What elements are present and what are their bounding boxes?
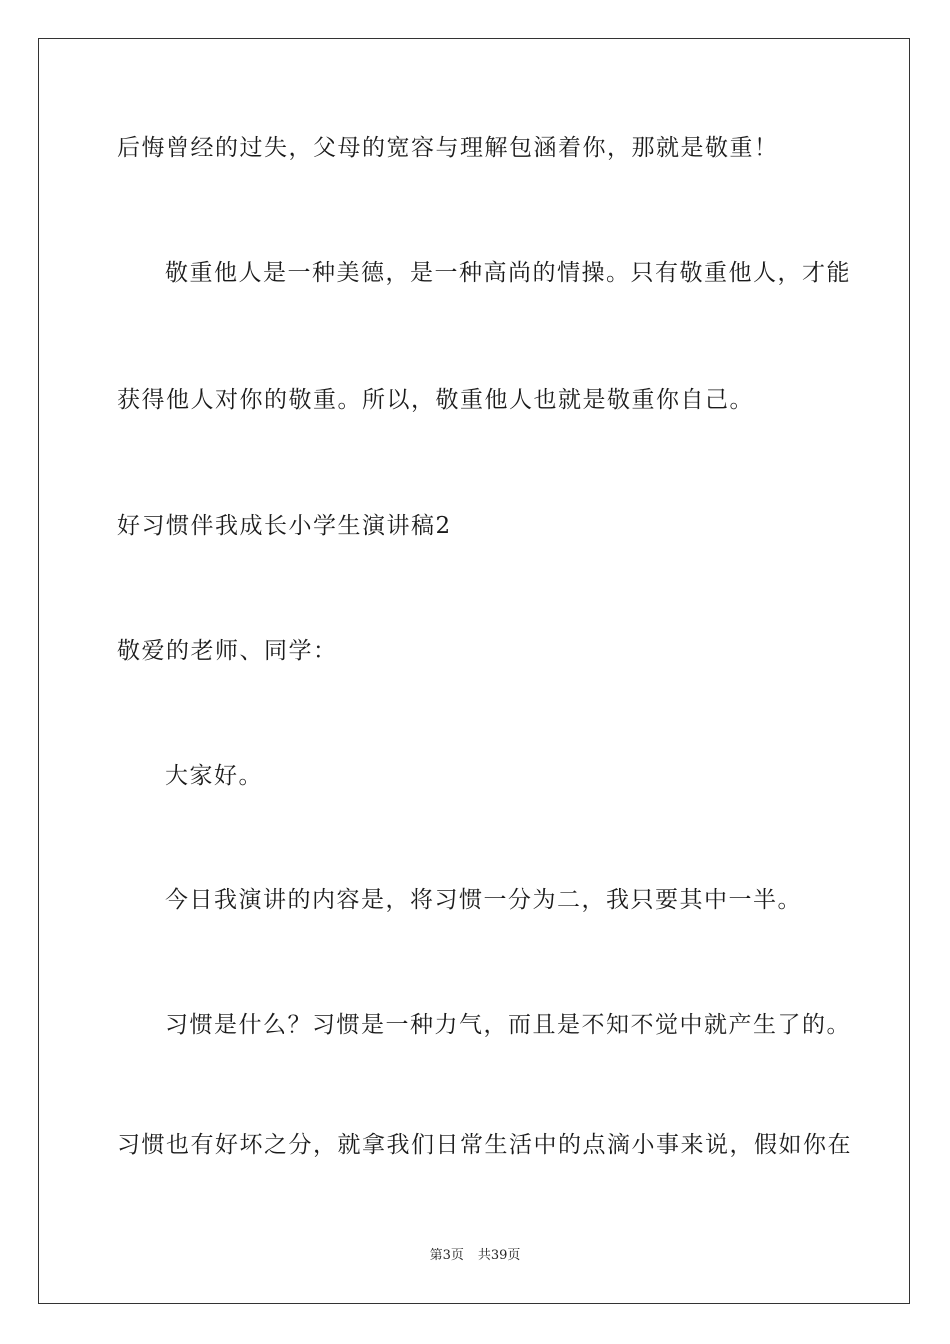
page-footer bbox=[0, 1247, 950, 1265]
page-total: 共39页 bbox=[477, 1248, 521, 1263]
greeting: 大家好。 bbox=[165, 763, 263, 789]
salutation: 敬爱的老师、同学： bbox=[117, 638, 338, 664]
page-border bbox=[38, 38, 910, 1304]
body-text-line: 获得他人对你的敬重。所以，敬重他人也就是敬重你自己。 bbox=[117, 387, 754, 413]
section-heading: 好习惯伴我成长小学生演讲稿2 bbox=[117, 513, 452, 539]
body-text-line: 后悔曾经的过失，父母的宽容与理解包涵着你，那就是敬重！ bbox=[117, 135, 779, 161]
body-text-line: 习惯是什么？习惯是一种力气，而且是不知不觉中就产生了的。 bbox=[165, 1012, 851, 1038]
page-number: 第3页 bbox=[429, 1248, 464, 1263]
body-text-line: 习惯也有好坏之分，就拿我们日常生活中的点滴小事来说，假如你在 bbox=[117, 1132, 852, 1158]
body-text-line: 今日我演讲的内容是，将习惯一分为二，我只要其中一半。 bbox=[165, 887, 802, 913]
body-text-line: 敬重他人是一种美德，是一种高尚的情操。只有敬重他人，才能 bbox=[165, 260, 851, 286]
